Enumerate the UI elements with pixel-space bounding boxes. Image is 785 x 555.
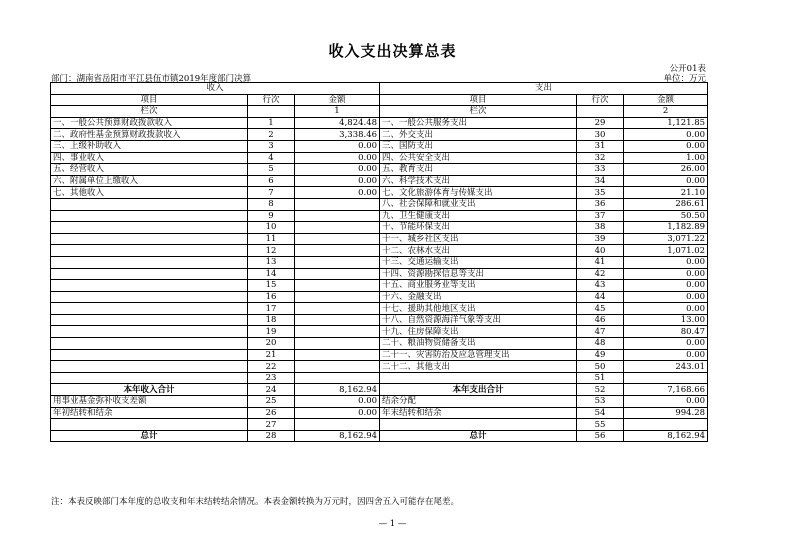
income-item-cell <box>51 222 248 234</box>
income-item-cell <box>51 303 248 315</box>
income-row-no-cell: 15 <box>248 280 295 292</box>
page-title: 收入支出决算总表 <box>328 42 457 60</box>
income-row-no-cell: 4 <box>248 152 295 164</box>
expense-row-no-cell: 55 <box>577 419 624 431</box>
table-row <box>51 326 708 338</box>
page-number: — 1 — <box>378 519 407 529</box>
income-item-cell: 年初结转和结余 <box>51 407 248 419</box>
table-row <box>51 303 708 315</box>
income-amount-cell <box>295 233 380 245</box>
table-row <box>51 338 708 350</box>
income-amount-header: 金额 <box>295 94 380 106</box>
expense-row-no-cell: 35 <box>577 187 624 199</box>
income-row-no-cell: 17 <box>248 303 295 315</box>
income-amount-cell <box>295 419 380 431</box>
table-row <box>51 245 708 257</box>
income-row-no-cell: 13 <box>248 256 295 268</box>
income-row-no-cell: 1 <box>248 117 295 129</box>
table-row <box>51 384 708 396</box>
income-item-cell <box>51 245 248 257</box>
income-amount-cell: 8,162.94 <box>295 384 380 396</box>
expense-amount-cell: 80.47 <box>624 326 708 338</box>
expense-amount-cell: 286.61 <box>624 198 708 210</box>
income-amount-cell: 0.00 <box>295 407 380 419</box>
income-amount-cell <box>295 210 380 222</box>
expense-item-cell: 八、社会保障和就业支出 <box>380 198 577 210</box>
table-row <box>51 164 708 176</box>
table-row <box>51 210 708 222</box>
expense-row-no-header: 行次 <box>577 94 624 106</box>
income-amount-cell <box>295 338 380 350</box>
income-row-no-cell: 27 <box>248 419 295 431</box>
expense-item-cell: 结余分配 <box>380 396 577 408</box>
income-item-cell: 三、上级补助收入 <box>51 140 248 152</box>
income-row-no-cell: 8 <box>248 198 295 210</box>
income-column-no-label: 栏次 <box>51 106 248 118</box>
expense-amount-cell <box>624 372 708 384</box>
expense-item-cell: 二十一、灾害防治及应急管理支出 <box>380 349 577 361</box>
income-amount-cell <box>295 349 380 361</box>
income-amount-cell <box>295 256 380 268</box>
expense-row-no-cell: 30 <box>577 129 624 141</box>
income-row-no-cell: 2 <box>248 129 295 141</box>
table-row <box>51 291 708 303</box>
income-amount-cell: 0.00 <box>295 164 380 176</box>
income-item-cell: 总计 <box>51 430 248 442</box>
expense-item-cell: 九、卫生健康支出 <box>380 210 577 222</box>
section-header-row <box>51 83 708 95</box>
income-amount-cell <box>295 361 380 373</box>
income-row-no-cell: 5 <box>248 164 295 176</box>
expense-column-no-label: 栏次 <box>380 106 577 118</box>
expense-amount-cell: 0.00 <box>624 303 708 315</box>
table-row <box>51 117 708 129</box>
income-row-no-cell: 22 <box>248 361 295 373</box>
expense-amount-cell: 3,071.22 <box>624 233 708 245</box>
expense-item-cell: 五、教育支出 <box>380 164 577 176</box>
income-item-cell <box>51 198 248 210</box>
expense-item-cell: 二、外交支出 <box>380 129 577 141</box>
table-row <box>51 280 708 292</box>
expense-item-cell: 七、文化旅游体育与传媒支出 <box>380 187 577 199</box>
table-row <box>51 349 708 361</box>
income-item-cell <box>51 361 248 373</box>
income-row-no-cell: 7 <box>248 187 295 199</box>
expense-item-cell: 年末结转和结余 <box>380 407 577 419</box>
expense-row-no-cell: 53 <box>577 396 624 408</box>
income-amount-cell: 0.00 <box>295 187 380 199</box>
income-item-cell: 用事业基金弥补收支差额 <box>51 396 248 408</box>
income-row-no-cell: 25 <box>248 396 295 408</box>
income-row-no-cell: 28 <box>248 430 295 442</box>
income-item-cell <box>51 210 248 222</box>
expense-row-no-cell: 29 <box>577 117 624 129</box>
expense-row-no-cell: 37 <box>577 210 624 222</box>
empty-cell <box>577 106 624 118</box>
expense-row-no-cell: 48 <box>577 338 624 350</box>
expense-amount-cell: 0.00 <box>624 256 708 268</box>
income-amount-cell <box>295 198 380 210</box>
table-row <box>51 152 708 164</box>
income-row-no-cell: 14 <box>248 268 295 280</box>
expense-amount-cell: 994.28 <box>624 407 708 419</box>
expense-item-cell: 二十二、其他支出 <box>380 361 577 373</box>
income-item-cell <box>51 314 248 326</box>
income-item-cell <box>51 326 248 338</box>
table-row <box>51 361 708 373</box>
expense-item-cell: 十、节能环保支出 <box>380 222 577 234</box>
expense-item-cell: 十二、农林水支出 <box>380 245 577 257</box>
expense-item-cell: 三、国防支出 <box>380 140 577 152</box>
income-item-cell <box>51 268 248 280</box>
table-row <box>51 256 708 268</box>
table-row <box>51 233 708 245</box>
expense-amount-cell: 0.00 <box>624 140 708 152</box>
expense-item-cell: 本年支出合计 <box>380 384 577 396</box>
expense-item-cell: 十五、商业服务业等支出 <box>380 280 577 292</box>
income-row-no-cell: 12 <box>248 245 295 257</box>
expense-amount-cell: 0.00 <box>624 396 708 408</box>
column-header-row <box>51 94 708 106</box>
expense-section-header: 支出 <box>380 83 708 95</box>
income-amount-cell: 0.00 <box>295 152 380 164</box>
expense-item-cell <box>380 419 577 431</box>
expense-amount-cell: 0.00 <box>624 349 708 361</box>
income-item-cell: 七、其他收入 <box>51 187 248 199</box>
income-row-no-cell: 11 <box>248 233 295 245</box>
expense-amount-cell: 0.00 <box>624 268 708 280</box>
income-row-no-cell: 10 <box>248 222 295 234</box>
expense-amount-cell: 0.00 <box>624 291 708 303</box>
expense-item-cell: 四、公共安全支出 <box>380 152 577 164</box>
expense-row-no-cell: 42 <box>577 268 624 280</box>
expense-item-cell: 一、一般公共服务支出 <box>380 117 577 129</box>
expense-amount-header: 金额 <box>624 94 708 106</box>
income-amount-cell <box>295 291 380 303</box>
expense-amount-cell: 7,168.66 <box>624 384 708 396</box>
expense-row-no-cell: 54 <box>577 407 624 419</box>
expense-item-cell: 六、科学技术支出 <box>380 175 577 187</box>
income-row-no-cell: 18 <box>248 314 295 326</box>
table-row <box>51 372 708 384</box>
expense-row-no-cell: 39 <box>577 233 624 245</box>
expense-amount-cell: 0.00 <box>624 338 708 350</box>
expense-column-no: 2 <box>624 106 708 118</box>
income-item-cell: 一、一般公共预算财政拨款收入 <box>51 117 248 129</box>
expense-item-cell: 十九、住房保障支出 <box>380 326 577 338</box>
income-item-cell <box>51 419 248 431</box>
expense-item-cell: 二十、粮油物资储备支出 <box>380 338 577 350</box>
expense-item-header: 项目 <box>380 94 577 106</box>
expense-row-no-cell: 34 <box>577 175 624 187</box>
expense-row-no-cell: 41 <box>577 256 624 268</box>
income-row-no-cell: 23 <box>248 372 295 384</box>
income-amount-cell: 3,338.46 <box>295 129 380 141</box>
expense-row-no-cell: 38 <box>577 222 624 234</box>
table-row <box>51 140 708 152</box>
expense-amount-cell: 13.00 <box>624 314 708 326</box>
table-row <box>51 407 708 419</box>
table-row <box>51 430 708 442</box>
expense-row-no-cell: 40 <box>577 245 624 257</box>
income-item-cell <box>51 338 248 350</box>
expense-row-no-cell: 36 <box>577 198 624 210</box>
form-code: 公开01表 <box>669 64 706 74</box>
income-amount-cell: 4,824.48 <box>295 117 380 129</box>
expense-row-no-cell: 52 <box>577 384 624 396</box>
department-label: 部门：湖南省岳阳市平江县伍市镇2019年度部门决算 <box>51 74 252 84</box>
income-row-no-cell: 16 <box>248 291 295 303</box>
expense-row-no-cell: 33 <box>577 164 624 176</box>
expense-amount-cell: 50.50 <box>624 210 708 222</box>
expense-row-no-cell: 31 <box>577 140 624 152</box>
expense-amount-cell: 21.10 <box>624 187 708 199</box>
income-amount-cell: 0.00 <box>295 396 380 408</box>
income-row-no-cell: 24 <box>248 384 295 396</box>
expense-amount-cell: 1.00 <box>624 152 708 164</box>
income-section-header: 收入 <box>51 83 380 95</box>
expense-row-no-cell: 50 <box>577 361 624 373</box>
expense-amount-cell: 1,182.89 <box>624 222 708 234</box>
expense-amount-cell: 0.00 <box>624 280 708 292</box>
income-item-cell: 五、经营收入 <box>51 164 248 176</box>
income-amount-cell: 0.00 <box>295 140 380 152</box>
income-row-no-cell: 26 <box>248 407 295 419</box>
income-expense-table <box>50 82 708 442</box>
expense-amount-cell: 1,071.02 <box>624 245 708 257</box>
income-amount-cell <box>295 268 380 280</box>
expense-amount-cell: 8,162.94 <box>624 430 708 442</box>
table-row <box>51 187 708 199</box>
income-item-cell: 四、事业收入 <box>51 152 248 164</box>
income-item-header: 项目 <box>51 94 248 106</box>
expense-row-no-cell: 51 <box>577 372 624 384</box>
income-item-cell: 六、附属单位上缴收入 <box>51 175 248 187</box>
income-item-cell <box>51 372 248 384</box>
income-item-cell <box>51 291 248 303</box>
income-item-cell <box>51 256 248 268</box>
income-amount-cell: 0.00 <box>295 175 380 187</box>
expense-row-no-cell: 32 <box>577 152 624 164</box>
expense-item-cell: 十八、自然资源海洋气象等支出 <box>380 314 577 326</box>
income-row-no-cell: 9 <box>248 210 295 222</box>
table-row <box>51 198 708 210</box>
expense-item-cell: 总计 <box>380 430 577 442</box>
expense-amount-cell: 0.00 <box>624 129 708 141</box>
income-amount-cell <box>295 326 380 338</box>
table-row <box>51 314 708 326</box>
expense-amount-cell: 26.00 <box>624 164 708 176</box>
footnote: 注：本表反映部门本年度的总收支和年末结转结余情况。本表金额转换为万元时，因四舍五入可能存在尾差。 <box>51 497 460 507</box>
income-item-cell <box>51 233 248 245</box>
expense-row-no-cell: 43 <box>577 280 624 292</box>
expense-amount-cell: 0.00 <box>624 175 708 187</box>
income-amount-cell <box>295 303 380 315</box>
expense-row-no-cell: 49 <box>577 349 624 361</box>
expense-row-no-cell: 56 <box>577 430 624 442</box>
income-row-no-cell: 21 <box>248 349 295 361</box>
income-amount-cell <box>295 314 380 326</box>
unit-label: 单位：万元 <box>663 74 706 84</box>
expense-amount-cell: 1,121.85 <box>624 117 708 129</box>
income-item-cell <box>51 349 248 361</box>
income-row-no-cell: 3 <box>248 140 295 152</box>
table-row <box>51 268 708 280</box>
income-row-no-header: 行次 <box>248 94 295 106</box>
expense-item-cell: 十三、交通运输支出 <box>380 256 577 268</box>
table-row <box>51 175 708 187</box>
income-amount-cell <box>295 222 380 234</box>
income-item-cell <box>51 280 248 292</box>
expense-item-cell: 十一、城乡社区支出 <box>380 233 577 245</box>
income-row-no-cell: 20 <box>248 338 295 350</box>
expense-item-cell: 十四、资源勘探信息等支出 <box>380 268 577 280</box>
income-item-cell: 本年收入合计 <box>51 384 248 396</box>
expense-row-no-cell: 46 <box>577 314 624 326</box>
income-row-no-cell: 6 <box>248 175 295 187</box>
expense-item-cell <box>380 372 577 384</box>
table-row <box>51 129 708 141</box>
income-amount-cell <box>295 372 380 384</box>
empty-cell <box>248 106 295 118</box>
income-amount-cell <box>295 245 380 257</box>
income-column-no: 1 <box>295 106 380 118</box>
expense-item-cell: 十七、援助其他地区支出 <box>380 303 577 315</box>
expense-row-no-cell: 45 <box>577 303 624 315</box>
expense-row-no-cell: 44 <box>577 291 624 303</box>
income-item-cell: 二、政府性基金预算财政拨款收入 <box>51 129 248 141</box>
expense-amount-cell: 243.01 <box>624 361 708 373</box>
expense-item-cell: 十六、金融支出 <box>380 291 577 303</box>
expense-amount-cell <box>624 419 708 431</box>
expense-row-no-cell: 47 <box>577 326 624 338</box>
table-row <box>51 396 708 408</box>
table-row <box>51 419 708 431</box>
table-row <box>51 222 708 234</box>
income-amount-cell <box>295 280 380 292</box>
income-row-no-cell: 19 <box>248 326 295 338</box>
column-number-row <box>51 106 708 118</box>
income-amount-cell: 8,162.94 <box>295 430 380 442</box>
